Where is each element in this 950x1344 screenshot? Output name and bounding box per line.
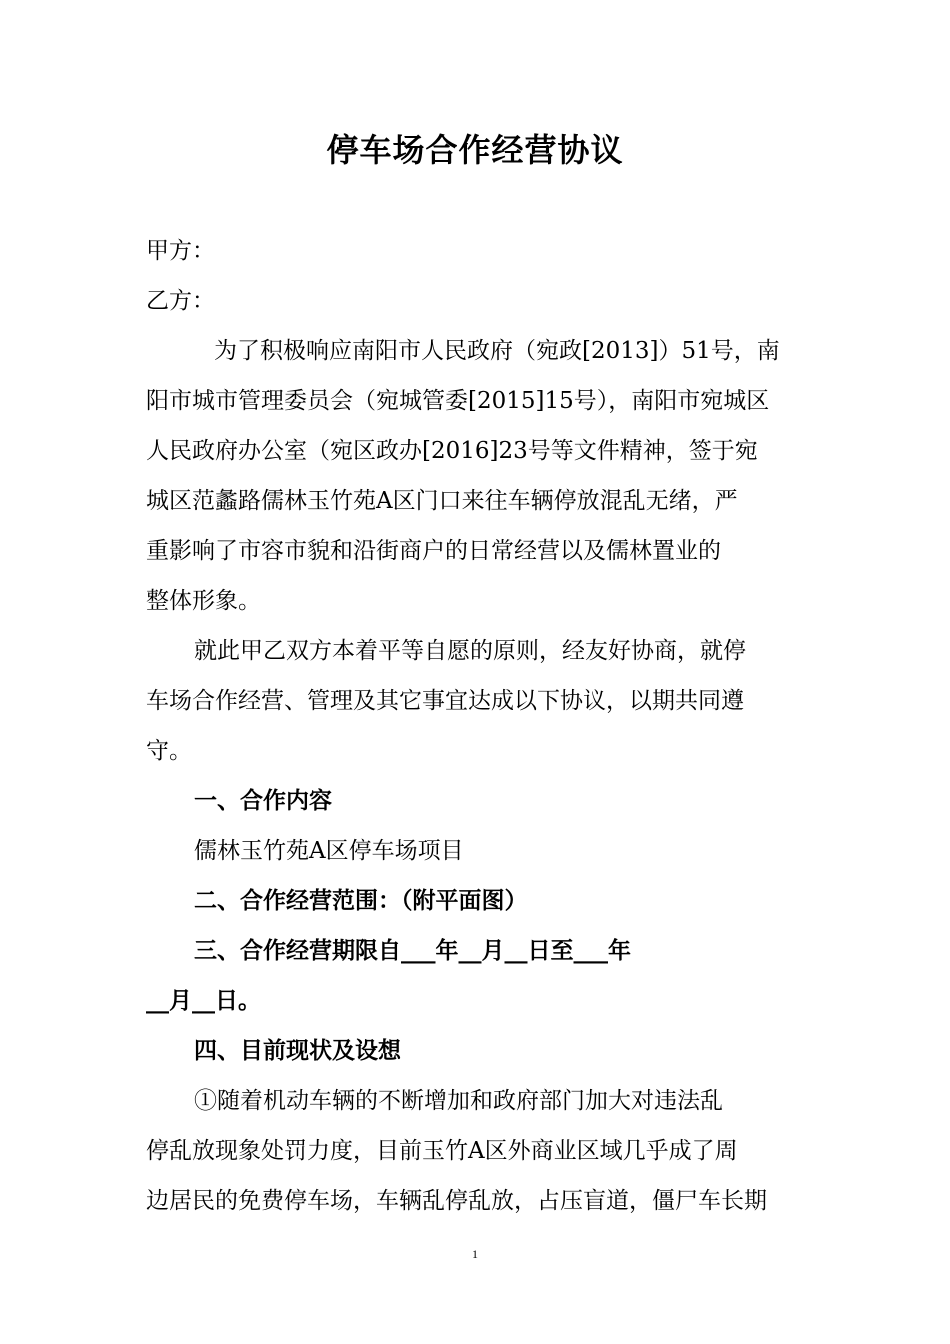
paragraph-line: 人民政府办公室（宛区政办[2016]23号等文件精神，签于宛 [146,438,758,464]
paragraph-line: 车场合作经营、管理及其它事宜达成以下协议，以期共同遵 [146,688,744,714]
paragraph-line: ①随着机动车辆的不断增加和政府部门加大对违法乱 [194,1088,723,1114]
section-heading: 一、合作内容 [194,787,332,814]
section-heading: 四、目前现状及设想 [194,1037,401,1064]
paragraph-line: 停乱放现象处罚力度，目前玉竹A区外商业区域几乎成了周 [146,1138,738,1164]
paragraph-line: 整体形象。 [146,588,261,614]
party-a-line: 甲方： [146,238,215,264]
section-heading: 二、合作经营范围：（附平面图） [194,887,528,914]
paragraph-line: 守。 [146,738,192,764]
document-body [146,226,806,1226]
paragraph-line: 儒林玉竹苑A区停车场项目 [194,838,464,864]
party-b-line: 乙方： [146,288,215,314]
page-number: 1 [472,1247,478,1261]
paragraph-line: 重影响了市容市貌和沿街商户的日常经营以及儒林置业的 [146,538,721,564]
paragraph-line: 就此甲乙双方本着平等自愿的原则，经友好协商，就停 [194,638,746,664]
paragraph-line: 为了积极响应南阳市人民政府（宛政[2013]）51号，南 [214,338,780,364]
section-heading: 三、合作经营期限自___年__月__日至___年 [194,937,631,964]
paragraph-line: 边居民的免费停车场，车辆乱停乱放，占压盲道，僵尸车长期 [146,1188,767,1214]
paragraph-line: 阳市城市管理委员会（宛城管委[2015]15号），南阳市宛城区 [146,388,770,414]
document-title: 停车场合作经营协议 [326,131,624,169]
section-heading: __月__日。 [146,987,261,1014]
paragraph-line: 城区范蠡路儒林玉竹苑A区门口来往车辆停放混乱无绪，严 [146,488,738,514]
